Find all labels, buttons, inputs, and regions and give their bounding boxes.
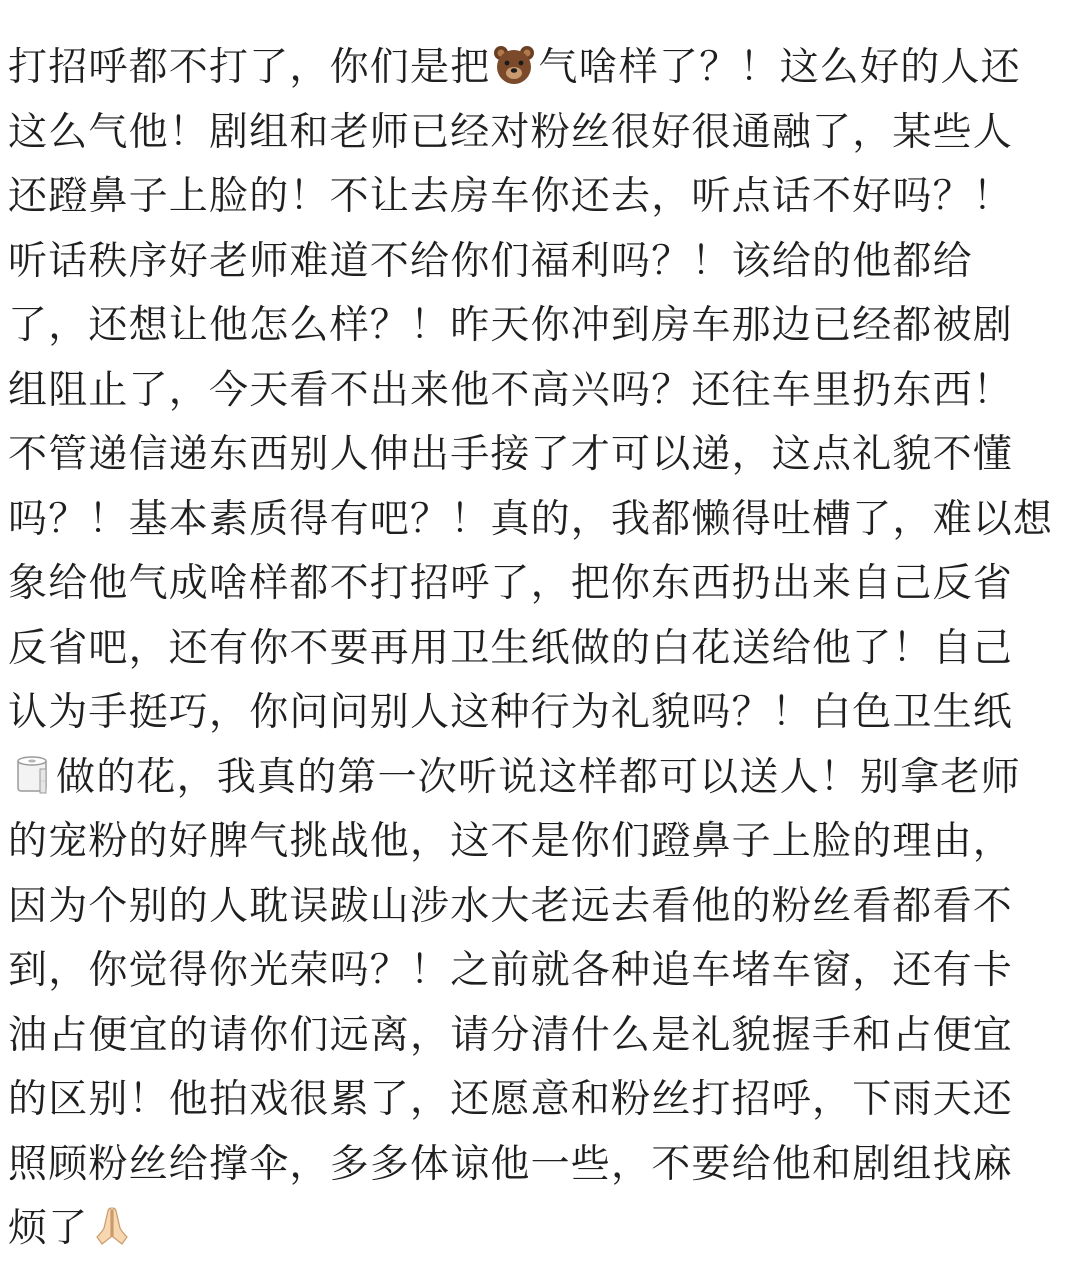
text-line: 还蹬鼻子上脸的！不让去房车你还去，听点话不好吗？！	[8, 174, 1014, 219]
toilet-paper-roll-icon	[10, 753, 54, 797]
text-line: 这么气他！剧组和老师已经对粉丝很好很通融了，某些人	[8, 109, 1014, 155]
post-body	[8, 38, 1076, 1264]
text-line: 到，你觉得你光荣吗？！之前就各种追车堵车窗，还有卡	[8, 948, 1014, 993]
text-line	[8, 38, 1076, 103]
text-line	[8, 748, 1076, 813]
text-segment: 做的花，我真的第一次听说这样都可以送人！别拿老师	[56, 754, 1021, 800]
bear-face-icon	[492, 43, 536, 87]
text-segment: 打招呼都不打了，你们是把	[8, 45, 491, 90]
text-line: 照顾粉丝给撑伞，多多体谅他一些，不要给他和剧组找麻	[8, 1141, 1014, 1187]
text-line: 组阻止了，今天看不出来他不高兴吗？还往车里扔东西！	[8, 367, 1014, 413]
text-segment: 烦了	[8, 1206, 89, 1251]
text-line: 反省吧，还有你不要再用卫生纸做的白花送给他了！自己	[8, 625, 1014, 671]
folded-hands-icon	[90, 1204, 134, 1248]
text-line: 油占便宜的请你们远离，请分清什么是礼貌握手和占便宜	[8, 1012, 1014, 1058]
text-line: 的宠粉的好脾气挑战他，这不是你们蹬鼻子上脸的理由，	[8, 819, 1014, 864]
text-line: 吗？！基本素质得有吧？！真的，我都懒得吐槽了，难以想	[8, 496, 1054, 542]
text-segment: 气啥样了？！这么好的人还	[538, 45, 1021, 90]
text-line: 因为个别的人耽误跋山涉水大老远去看他的粉丝看都看不	[8, 883, 1014, 929]
text-line: 不管递信递东西别人伸出手接了才可以递，这点礼貌不懂	[8, 432, 1014, 477]
text-line: 听话秩序好老师难道不给你们福利吗？！该给的他都给	[8, 238, 973, 284]
text-line: 了，还想让他怎么样？！昨天你冲到房车那边已经都被剧	[8, 303, 1014, 348]
text-line: 认为手挺巧，你问问别人这种行为礼貌吗？！白色卫生纸	[8, 690, 1014, 735]
text-line: 象给他气成啥样都不打招呼了，把你东西扔出来自己反省	[8, 561, 1014, 606]
text-line: 的区别！他拍戏很累了，还愿意和粉丝打招呼，下雨天还	[8, 1077, 1014, 1122]
